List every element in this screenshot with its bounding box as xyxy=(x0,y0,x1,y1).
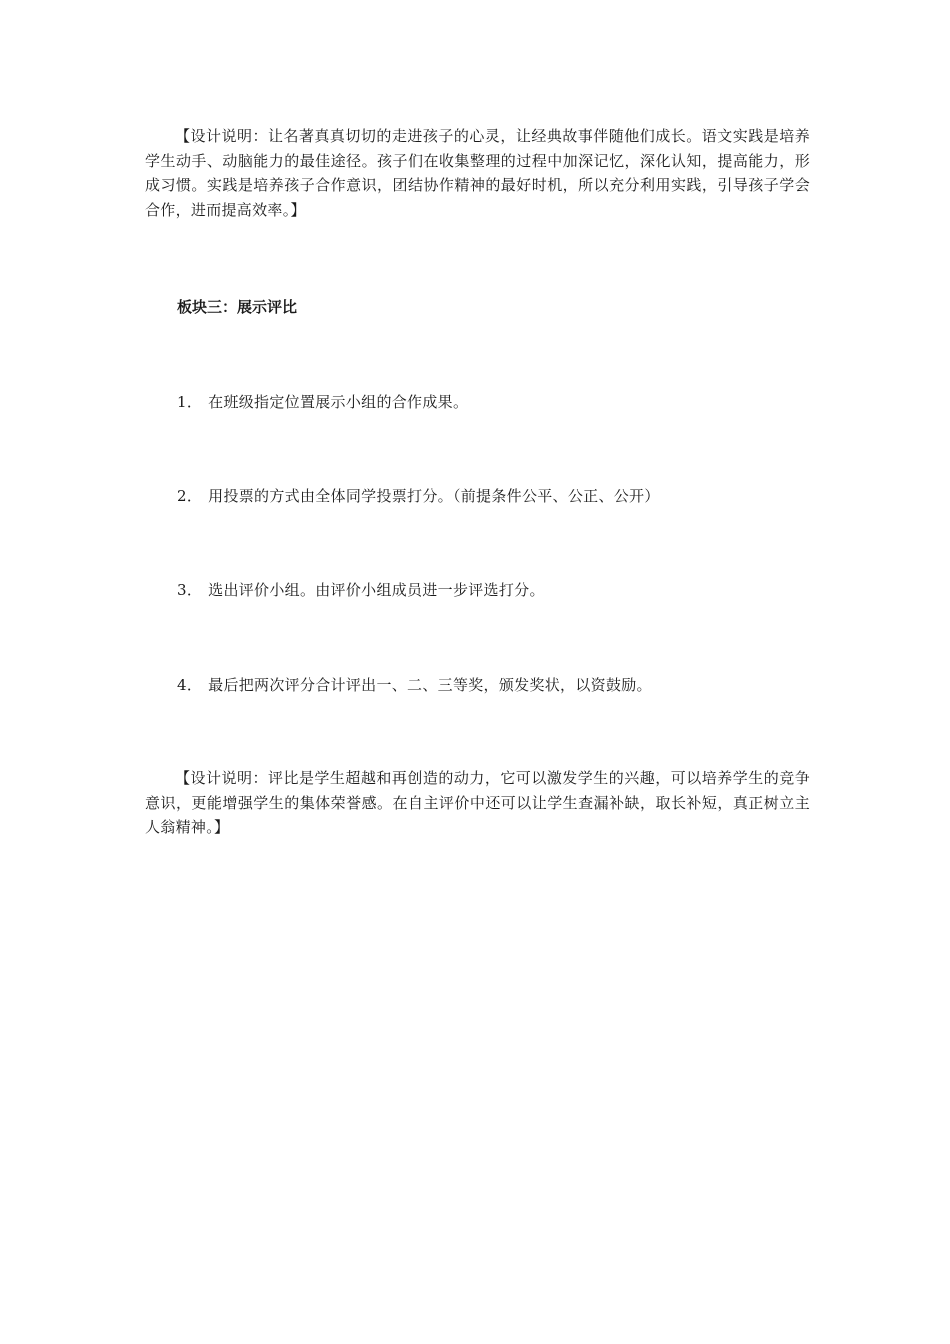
step-text: 在班级指定位置展示小组的合作成果。 xyxy=(208,393,469,411)
design-note-paragraph: 【设计说明：评比是学生超越和再创造的动力，它可以激发学生的兴趣，可以培养学生的竞争意识，更能增强学生的集体荣誉感。在自主评价中还可以让学生查漏补缺，取长补短，真正树立主人翁精神。】 xyxy=(145,769,810,836)
step-text: 最后把两次评分合计评出一、二、三等奖，颁发奖状，以资鼓励。 xyxy=(208,676,652,694)
step-item xyxy=(177,485,817,507)
step-text: 用投票的方式由全体同学投票打分。（前提条件公平、公正、公开） xyxy=(208,487,660,505)
step-item xyxy=(177,579,817,601)
step-number: 1． xyxy=(177,393,203,411)
step-item xyxy=(177,391,817,413)
step-item xyxy=(177,674,817,696)
step-number: 2． xyxy=(177,487,203,505)
design-note-paragraph: 【设计说明：让名著真真切切的走进孩子的心灵，让经典故事伴随他们成长。语文实践是培养学生动手、动脑能力的最佳途径。孩子们在收集整理的过程中加深记忆，深化认知，提高能力，形成习惯。实践是培养孩子合作意识，团结协作精神的最好时机，所以充分利用实践，引导孩子学会合作，进而提高效率。】 xyxy=(145,127,810,219)
step-text: 选出评价小组。由评价小组成员进一步评选打分。 xyxy=(208,581,545,599)
step-number: 3． xyxy=(177,581,203,599)
step-number: 4． xyxy=(177,676,203,694)
section-heading: 板块三：展示评比 xyxy=(177,298,298,316)
